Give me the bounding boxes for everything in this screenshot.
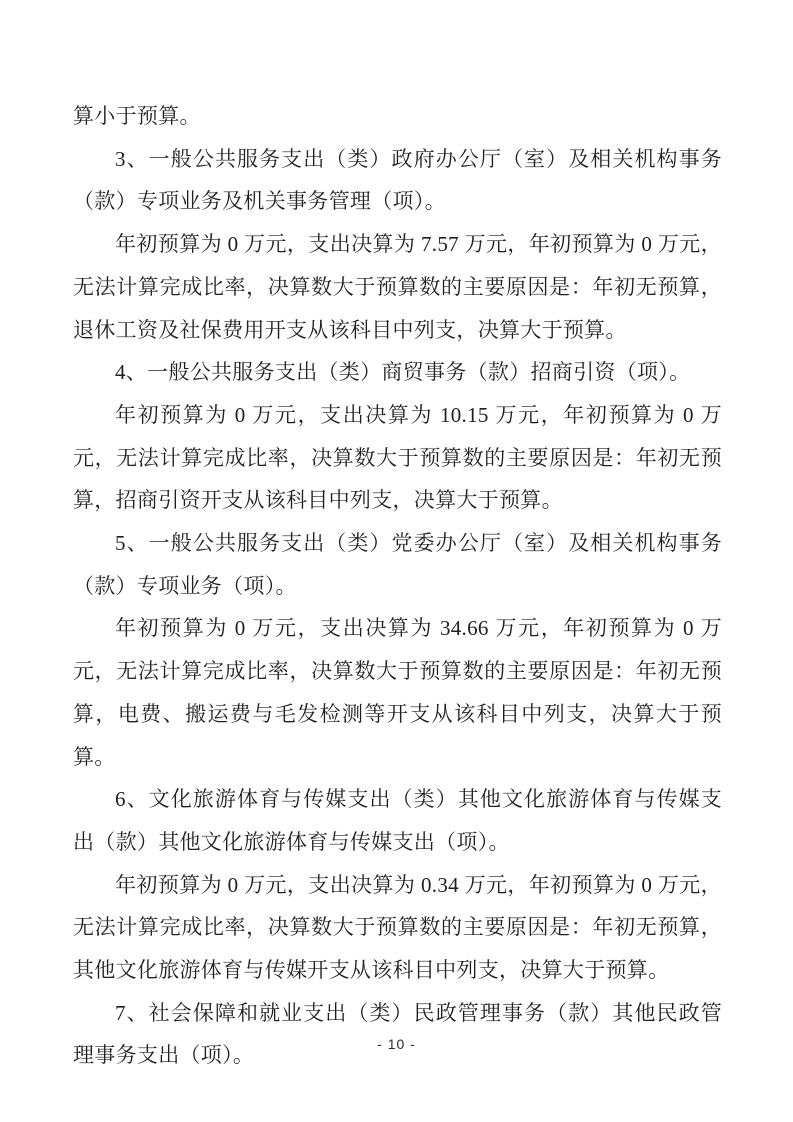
- paragraph-item-7-heading: 7、社会保障和就业支出（类）民政管理事务（款）其他民政管理事务支出（项）。: [73, 1000, 722, 1068]
- page-number: - 10 -: [377, 1036, 416, 1052]
- paragraph-item-6-heading: 6、文化旅游体育与传媒支出（类）其他文化旅游体育与传媒支出（款）其他文化旅游体育与传媒支出（项）。: [73, 787, 722, 854]
- paragraph-item-6-detail: 年初预算为 0 万元，支出决算为 0.34 万元，年初预算为 0 万元，无法计算完成比率，决算数大于预算数的主要原因是：年初无预算，其他文化旅游体育与传媒开支从该科目中列支，决算大于预算。: [73, 872, 722, 983]
- paragraph-item-5-detail: 年初预算为 0 万元，支出决算为 34.66 万元，年初预算为 0 万元，无法计算完成比率，决算数大于预算数的主要原因是：年初无预算，电费、搬运费与毛发检测等开支从该科目中列支，决算大于预算。: [73, 616, 722, 769]
- paragraph-item-3-heading: 3、一般公共服务支出（类）政府办公厅（室）及相关机构事务（款）专项业务及机关事务管理（项）。: [73, 146, 722, 214]
- paragraph-item-5-heading: 5、一般公共服务支出（类）党委办公厅（室）及相关机构事务（款）专项业务（项）。: [73, 531, 722, 598]
- paragraph-item-4-detail: 年初预算为 0 万元，支出决算为 10.15 万元，年初预算为 0 万元，无法计算完成比率，决算数大于预算数的主要原因是：年初无预算，招商引资开支从该科目中列支，决算大于预算。: [73, 402, 722, 513]
- paragraph-continuation: 算小于预算。: [73, 104, 201, 128]
- paragraph-item-4-heading: 4、一般公共服务支出（类）商贸事务（款）招商引资（项）。: [115, 360, 691, 385]
- paragraph-item-3-detail: 年初预算为 0 万元，支出决算为 7.57 万元，年初预算为 0 万元，无法计算完成比率，决算数大于预算数的主要原因是：年初无预算，退休工资及社保费用开支从该科目中列支，决算大于预算。: [73, 232, 722, 342]
- page-body-text: [73, 95, 722, 1077]
